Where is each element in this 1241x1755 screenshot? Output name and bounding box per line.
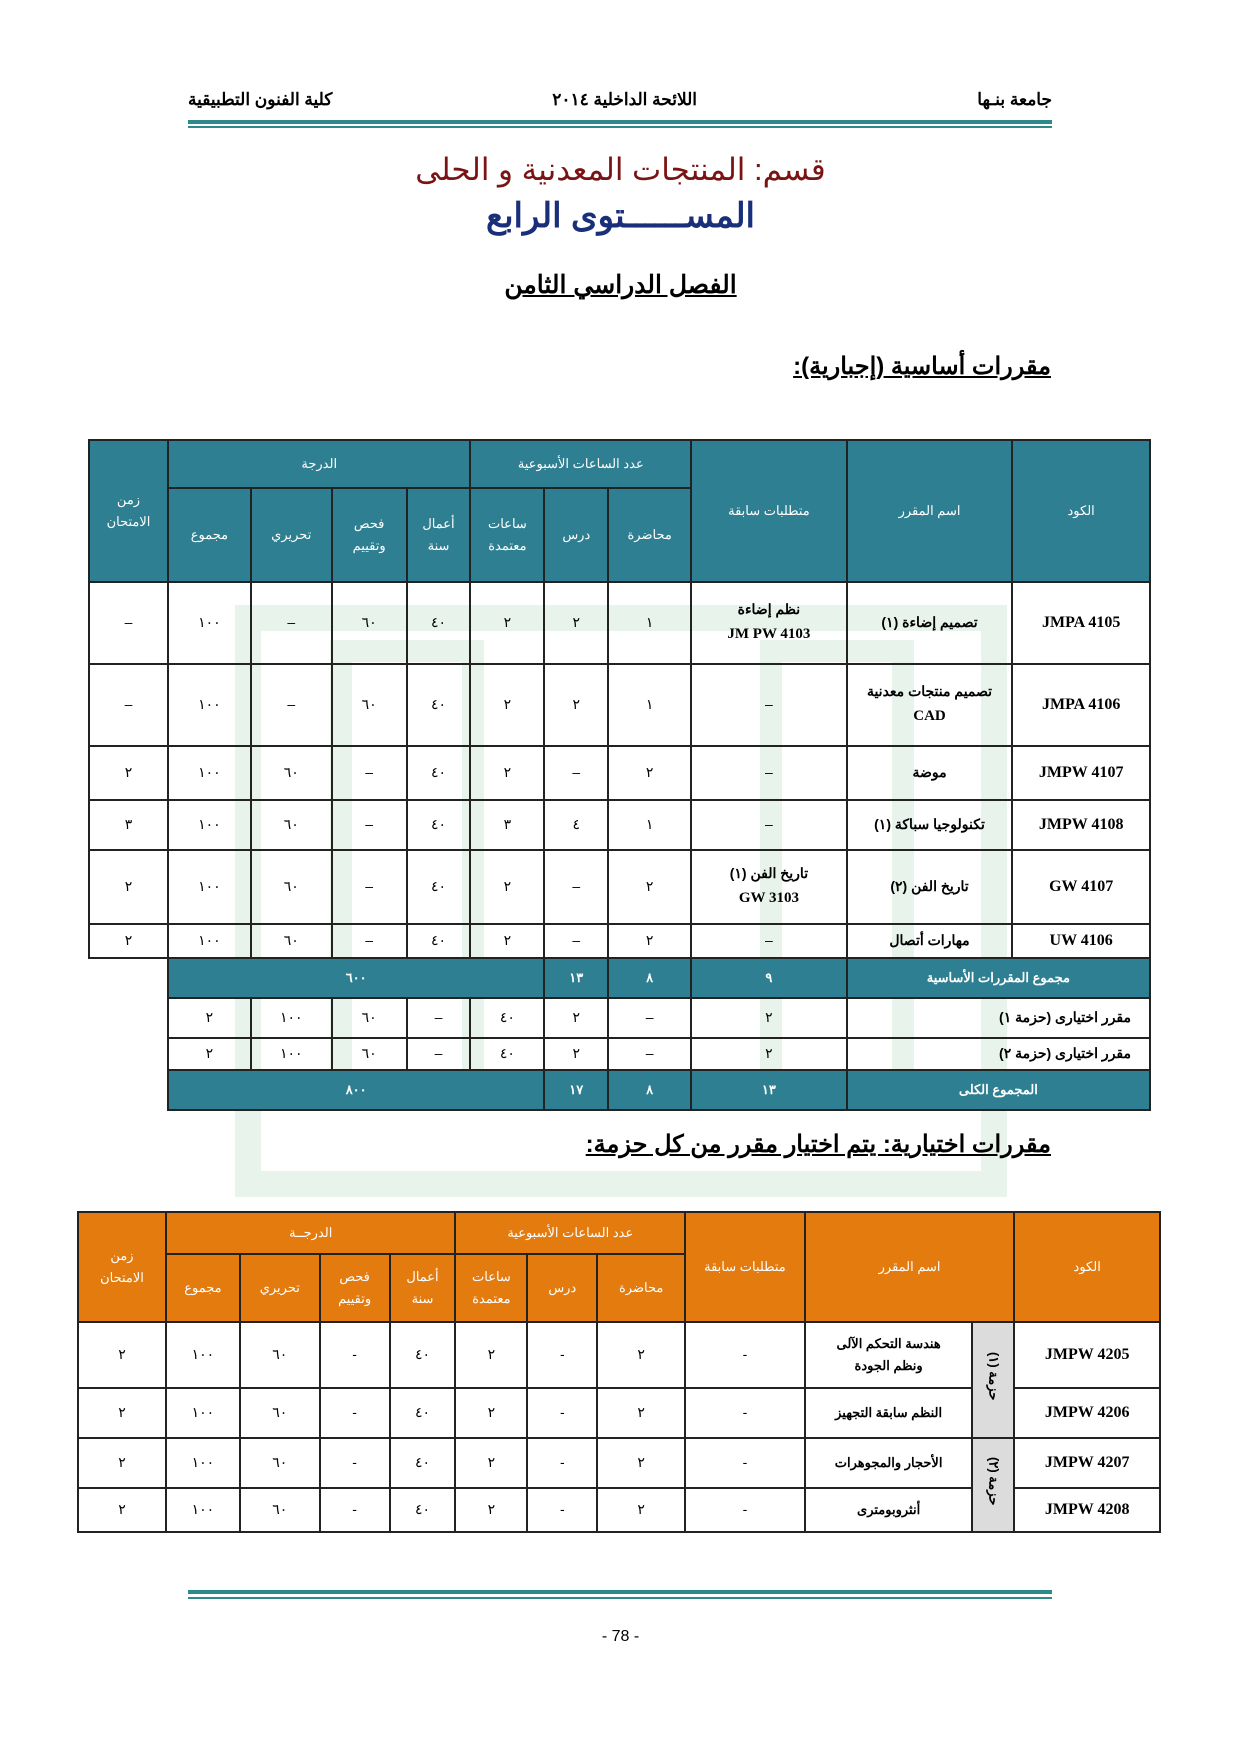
- header-written: تحريري: [240, 1254, 320, 1322]
- header-lesson: درس: [544, 488, 608, 582]
- elective-courses-table: [77, 1211, 1161, 1533]
- header-lesson: درس: [527, 1254, 597, 1322]
- faculty-name: كلية الفنون التطبيقية: [188, 90, 333, 109]
- section-heading-required: مقررات أساسية (إجبارية):: [793, 353, 1051, 380]
- university-name: جامعة بنـها: [977, 90, 1052, 109]
- footer-rule: [188, 1590, 1052, 1594]
- level-title: المســــــتوى الرابع: [485, 197, 755, 235]
- subtotal-row: مجموع المقررات الأساسية ٩ ٨ ١٣ ٦٠٠: [89, 958, 1150, 998]
- table-row: JMPW 4207 حزمة (٢) الأحجار والمجوهرات - ٢ - ٢ ٤٠ - ٦٠ ١٠٠ ٢: [78, 1438, 1160, 1488]
- header-code: الكود: [1012, 440, 1150, 582]
- page-number: - 78 -: [601, 1628, 640, 1645]
- header-rule-thin: [188, 126, 1052, 128]
- package-1-label: حزمة (١): [972, 1322, 1014, 1438]
- header-lecture: محاضرة: [608, 488, 691, 582]
- header-exam-time: زمن الامتحان: [78, 1212, 166, 1322]
- semester-title: الفصل الدراسي الثامن: [504, 271, 737, 299]
- table-row: UW 4106 مهارات أتصال – ٢ – ٢ ٤٠ – ٦٠ ١٠٠ ٢: [89, 924, 1150, 958]
- elective-row: مقرر اختيارى (حزمة ٢) ٢ – ٢ ٤٠ – ٦٠ ١٠٠ ٢: [89, 1038, 1150, 1070]
- table-row: JMPA 4105 تصميم إضاءة (١) نظم إضاءة JM PW 4103 ١ ٢ ٢ ٤٠ ٦٠ – ١٠٠ –: [89, 582, 1150, 664]
- regulation-label: اللائحة الداخلية ٢٠١٤: [552, 90, 697, 109]
- department-title: قسم: المنتجات المعدنية و الحلى: [415, 152, 826, 187]
- table-row: JMPA 4106 تصميم منتجات معدنية CAD – ١ ٢ ٢ ٤٠ ٦٠ – ١٠٠ –: [89, 664, 1150, 746]
- header-total: مجموع: [168, 488, 251, 582]
- required-courses-table: [88, 439, 1151, 1111]
- header-course-name: اسم المقرر: [805, 1212, 1015, 1322]
- table-row: JMPW 4206 النظم سابقة التجهيز - ٢ - ٢ ٤٠ - ٦٠ ١٠٠ ٢: [78, 1388, 1160, 1438]
- header-exam-time: زمن الامتحان: [89, 440, 168, 582]
- header-exam-eval: فحص وتقييم: [320, 1254, 390, 1322]
- table-row: JMPW 4108 تكنولوجيا سباكة (١) – ١ ٤ ٣ ٤٠ – ٦٠ ١٠٠ ٣: [89, 800, 1150, 850]
- header-course-name: اسم المقرر: [847, 440, 1013, 582]
- elective-row: مقرر اختيارى (حزمة ١) ٢ – ٢ ٤٠ – ٦٠ ١٠٠ ٢: [89, 998, 1150, 1038]
- header-prerequisites: متطلبات سابقة: [691, 440, 847, 582]
- footer-rule-thin: [188, 1597, 1052, 1599]
- header-written: تحريري: [251, 488, 332, 582]
- grand-total-row: المجموع الكلى ١٣ ٨ ١٧ ٨٠٠: [89, 1070, 1150, 1110]
- package-2-label: حزمة (٢): [972, 1438, 1014, 1532]
- header-code: الكود: [1014, 1212, 1160, 1322]
- header-rule: [188, 120, 1052, 124]
- header-weekly-hours: عدد الساعات الأسبوعية: [470, 440, 691, 488]
- table-row: GW 4107 تاريخ الفن (٢) تاريخ الفن (١) GW 3103 ٢ – ٢ ٤٠ – ٦٠ ١٠٠ ٢: [89, 850, 1150, 924]
- table-row: JMPW 4205 حزمة (١) هندسة التحكم الآلى ونظم الجودة - ٢ - ٢ ٤٠ - ٦٠ ١٠٠ ٢: [78, 1322, 1160, 1388]
- page-header: [188, 86, 1052, 116]
- header-prerequisites: متطلبات سابقة: [685, 1212, 805, 1322]
- header-grade: الدرجة: [168, 440, 470, 488]
- header-credit: ساعات معتمدة: [455, 1254, 527, 1322]
- section-heading-elective: مقررات اختيارية: يتم اختيار مقرر من كل حزمة:: [585, 1131, 1051, 1158]
- table-row: JMPW 4107 موضة – ٢ – ٢ ٤٠ – ٦٠ ١٠٠ ٢: [89, 746, 1150, 800]
- header-weekly-hours: عدد الساعات الأسبوعية: [455, 1212, 685, 1254]
- header-coursework: أعمال سنة: [407, 488, 471, 582]
- header-lecture: محاضرة: [597, 1254, 685, 1322]
- header-credit: ساعات معتمدة: [470, 488, 544, 582]
- header-total: مجموع: [166, 1254, 240, 1322]
- header-grade: الدرجــة: [166, 1212, 456, 1254]
- header-exam-eval: فحص وتقييم: [332, 488, 407, 582]
- header-coursework: أعمال سنة: [390, 1254, 456, 1322]
- table-row: JMPW 4208 أنثروبومترى - ٢ - ٢ ٤٠ - ٦٠ ١٠٠ ٢: [78, 1488, 1160, 1532]
